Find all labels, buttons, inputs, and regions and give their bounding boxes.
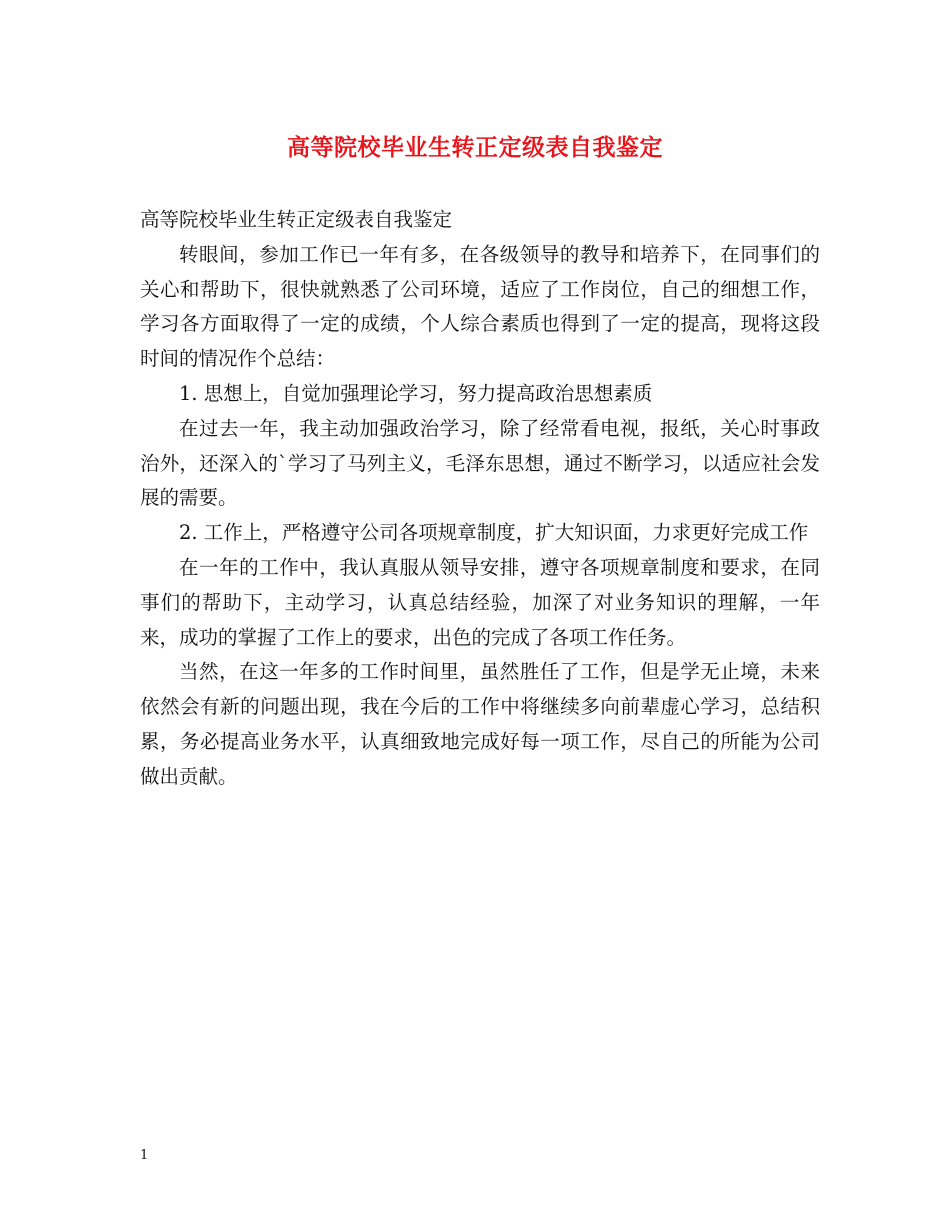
paragraph-heading-2: 2. 工作上，严格遵守公司各项规章制度，扩大知识面，力求更好完成工作 xyxy=(179,521,809,545)
paragraph-conclusion: 当然，在这一年多的工作时间里，虽然胜任了工作，但是学无止境，未来依然会有新的问题出现，我在今后的工作中将继续多向前辈虚心学习，总结积累，务必提高业务水平，认真细致地完成好每一项工作，尽自己的所能为公司做出贡献。 xyxy=(140,660,820,788)
paragraph-heading-1: 1. 思想上，自觉加强理论学习，努力提高政治思想素质 xyxy=(179,381,653,405)
paragraph-section-1: 在过去一年，我主动加强政治学习，除了经常看电视，报纸，关心时事政治外，还深入的`学习了马列主义，毛泽东思想，通过不断学习，以适应社会发展的需要。 xyxy=(140,416,820,510)
paragraph-subtitle: 高等院校毕业生转正定级表自我鉴定 xyxy=(140,208,453,231)
document-title: 高等院校毕业生转正定级表自我鉴定 xyxy=(287,135,663,161)
page-number: 1 xyxy=(140,1148,149,1163)
document-body xyxy=(140,203,820,795)
paragraph-intro: 转眼间，参加工作已一年有多，在各级领导的教导和培养下，在同事们的关心和帮助下，很快就熟悉了公司环境，适应了工作岗位，自己的细想工作，学习各方面取得了一定的成绩，个人综合素质也得到了一定的提高，现将这段时间的情况作个总结： xyxy=(140,242,820,371)
paragraph-section-2: 在一年的工作中，我认真服从领导安排，遵守各项规章制度和要求，在同事们的帮助下，主动学习，认真总结经验，加深了对业务知识的理解，一年来，成功的掌握了工作上的要求，出色的完成了各项工作任务。 xyxy=(140,555,820,649)
